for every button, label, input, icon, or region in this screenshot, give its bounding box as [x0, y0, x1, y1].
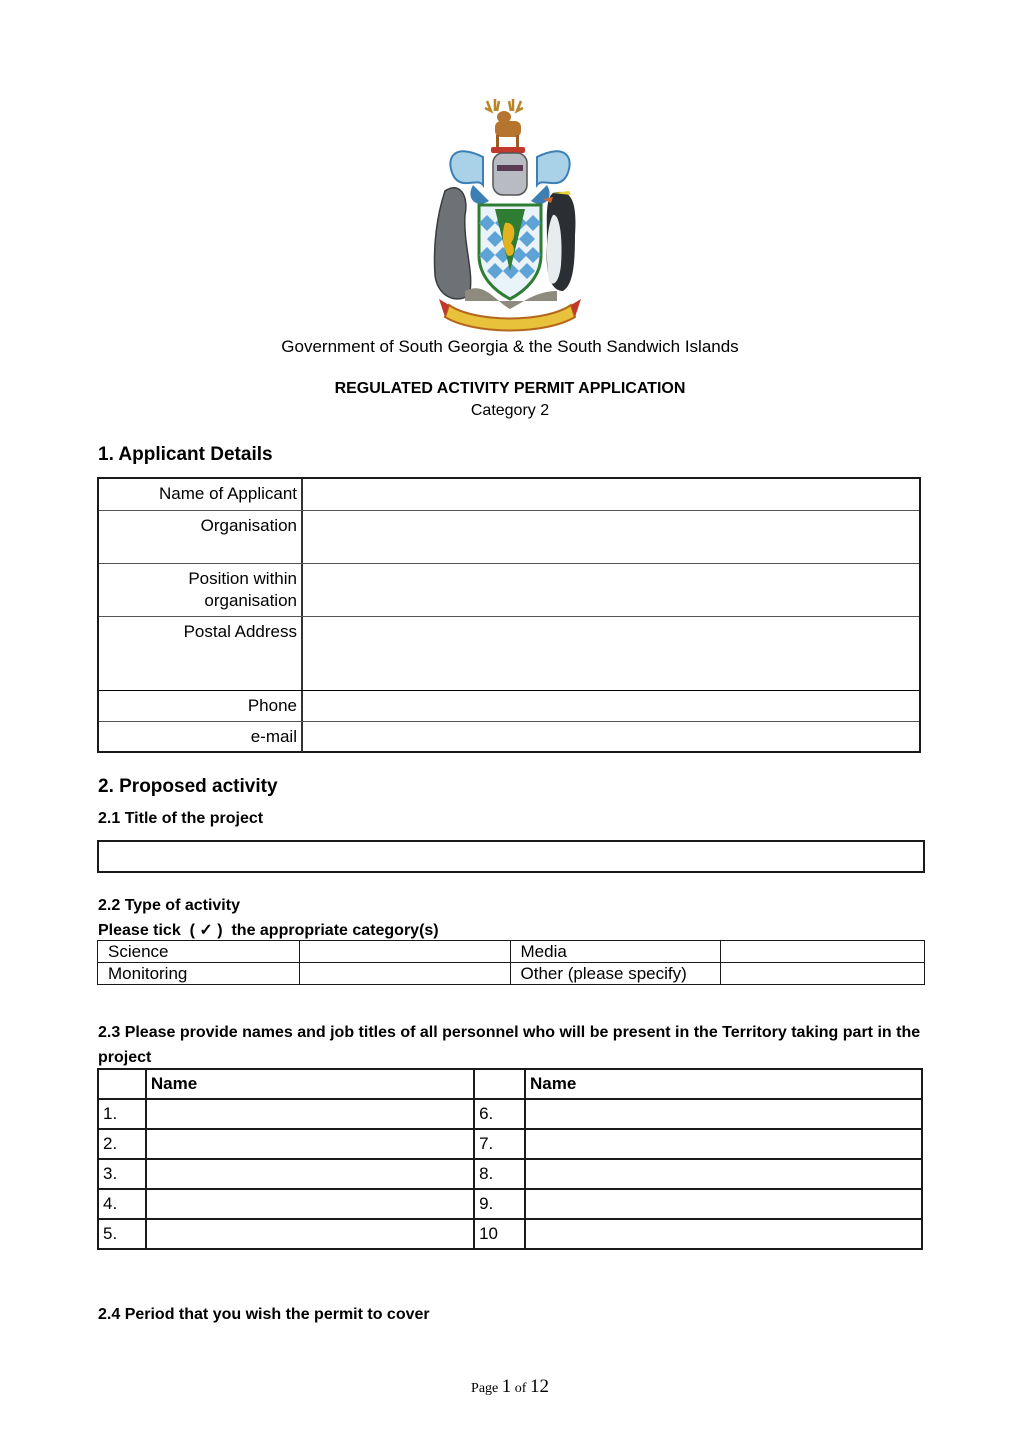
row-number: 1.	[98, 1099, 146, 1129]
table-row	[98, 1159, 922, 1189]
organisation-name: Government of South Georgia & the South Sandwich Islands	[281, 337, 739, 356]
field-label: e-mail	[250, 727, 297, 746]
field-label-line: organisation	[204, 591, 297, 610]
personnel-name-field[interactable]	[525, 1159, 922, 1189]
seal-icon	[434, 188, 470, 299]
table-row	[98, 1219, 922, 1249]
page-of-label: of	[511, 1381, 530, 1396]
other-tick-cell[interactable]	[721, 963, 925, 985]
stag-icon	[485, 99, 525, 153]
row-number: 2.	[98, 1129, 146, 1159]
row-number: 7.	[474, 1129, 525, 1159]
form-category: Category 2	[470, 402, 550, 419]
activity-type-table	[97, 940, 925, 985]
section-2-heading: 2. Proposed activity	[98, 776, 278, 797]
applicant-row-phone	[99, 690, 919, 722]
applicant-details-table	[97, 477, 921, 753]
field-label: Organisation	[200, 516, 297, 535]
page-label: Page	[471, 1381, 502, 1396]
applicant-row-name	[99, 479, 919, 510]
personnel-name-field[interactable]	[525, 1189, 922, 1219]
number-header	[474, 1069, 525, 1099]
personnel-name-field[interactable]	[146, 1219, 474, 1249]
personnel-heading: 2.3 Please provide names and job titles of all personnel who will be present in the Territory taking part in the project	[98, 1024, 921, 1066]
table-row	[98, 1129, 922, 1159]
field-label: Name of Applicant	[159, 484, 297, 503]
name-header: Name	[146, 1069, 474, 1099]
row-number: 5.	[98, 1219, 146, 1249]
email-field[interactable]	[304, 722, 919, 752]
section-1-heading: 1. Applicant Details	[98, 444, 273, 465]
instruction-text: ) the appropriate category(s)	[212, 922, 439, 939]
name-header: Name	[525, 1069, 922, 1099]
helmet-icon	[493, 153, 527, 195]
activity-label-other: Other (please specify)	[510, 963, 721, 985]
checkmark-icon: ✓	[199, 922, 213, 939]
field-label: Postal Address	[183, 622, 297, 641]
monitoring-tick-cell[interactable]	[299, 963, 510, 985]
row-number: 3.	[98, 1159, 146, 1189]
project-title-field[interactable]	[97, 840, 925, 873]
personnel-name-field[interactable]	[146, 1189, 474, 1219]
activity-label-science: Science	[98, 941, 300, 963]
table-row	[98, 941, 925, 963]
table-header-row	[98, 1069, 922, 1099]
personnel-name-field[interactable]	[146, 1099, 474, 1129]
personnel-name-field[interactable]	[525, 1129, 922, 1159]
tick-instruction	[98, 920, 439, 940]
science-tick-cell[interactable]	[299, 941, 510, 963]
penguin-icon	[543, 191, 575, 291]
number-header	[98, 1069, 146, 1099]
instruction-text: Please tick (	[98, 922, 200, 939]
media-tick-cell[interactable]	[721, 941, 925, 963]
applicant-row-position	[99, 563, 919, 616]
type-of-activity-heading: 2.2 Type of activity	[98, 897, 240, 914]
organisation-field[interactable]	[304, 511, 919, 563]
personnel-name-field[interactable]	[525, 1099, 922, 1129]
page-current: 1	[501, 1376, 512, 1397]
postal-address-field[interactable]	[304, 617, 919, 691]
row-number: 4.	[98, 1189, 146, 1219]
field-label-line: Position within	[188, 569, 297, 588]
title-of-project-heading: 2.1 Title of the project	[98, 810, 264, 827]
applicant-row-organisation	[99, 510, 919, 563]
row-number: 8.	[474, 1159, 525, 1189]
personnel-table	[97, 1068, 923, 1250]
personnel-name-field[interactable]	[146, 1159, 474, 1189]
table-row	[98, 1189, 922, 1219]
row-number: 9.	[474, 1189, 525, 1219]
page-footer	[0, 1376, 1020, 1398]
field-label: Phone	[247, 696, 297, 715]
shield-icon	[479, 205, 541, 299]
field-label	[99, 568, 301, 612]
activity-label-media: Media	[510, 941, 721, 963]
row-number: 6.	[474, 1099, 525, 1129]
phone-field[interactable]	[304, 691, 919, 722]
row-number: 10	[474, 1219, 525, 1249]
applicant-row-postal-address	[99, 616, 919, 691]
name-of-applicant-field[interactable]	[304, 479, 919, 510]
position-within-organisation-field[interactable]	[304, 564, 919, 616]
activity-label-monitoring: Monitoring	[98, 963, 300, 985]
applicant-row-email	[99, 721, 919, 752]
permit-period-heading: 2.4 Period that you wish the permit to cover	[98, 1306, 430, 1323]
personnel-name-field[interactable]	[146, 1129, 474, 1159]
form-title: REGULATED ACTIVITY PERMIT APPLICATION	[334, 380, 686, 397]
coat-of-arms-icon	[425, 95, 595, 335]
page-total: 12	[529, 1376, 549, 1397]
personnel-name-field[interactable]	[525, 1219, 922, 1249]
table-row	[98, 1099, 922, 1129]
table-row	[98, 963, 925, 985]
